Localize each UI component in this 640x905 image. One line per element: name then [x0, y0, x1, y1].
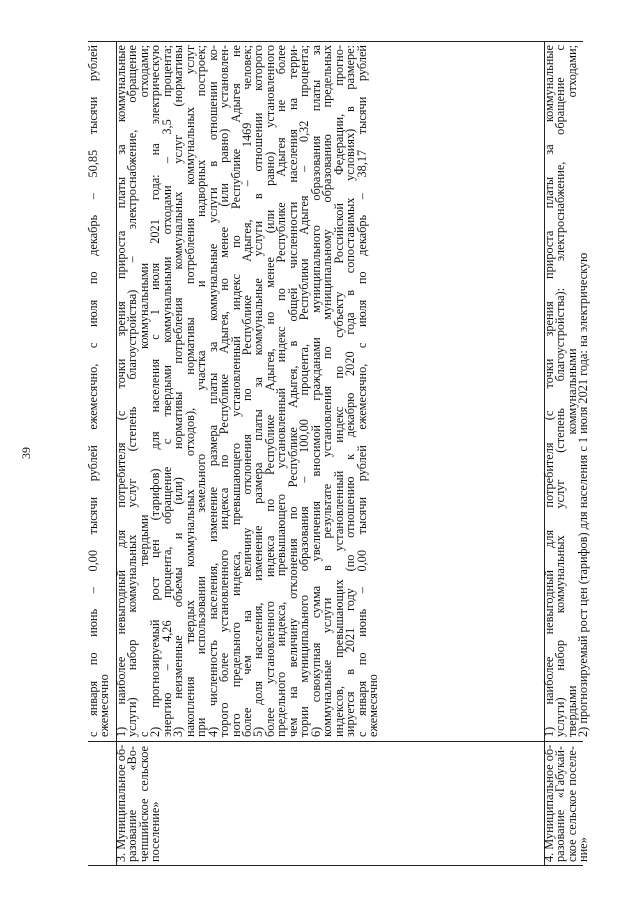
municipality-cell	[542, 741, 591, 866]
municipality-name-line: разование «Габукай-	[553, 746, 568, 862]
parameter-text-line: ежемесячно	[97, 674, 112, 737]
municipality-name-line: 4. Муниципальное об-	[542, 744, 556, 862]
municipality-name-line: ское сельское поселе-	[564, 746, 579, 862]
municipality-cell	[88, 741, 116, 866]
parameters-cell	[542, 41, 591, 741]
parameter-text-line: с января по июнь – 0,00 тысячи рублей ежемесячно, с июля по декабрь – 38,17 тысячи рублей	[354, 45, 369, 737]
parameter-text-line: услуги) набор коммунальных услуг (степень благоустройства): электроснабжение, обращение с	[553, 45, 568, 737]
municipality-name-line: поселение»	[148, 801, 163, 862]
parameter-text-line: 6) совокупная сумма увеличения вносимой гражданами муниципального образования платы за	[308, 45, 323, 737]
parameter-text-line: 3) неизменные объемы и (или) нормативы потребления коммунальных услуг (нормативы	[171, 45, 186, 737]
parameter-text-line: 2) прогнозируемый рост цен (тарифов) для населения с 1 июля 2021 года: на электрическую	[576, 252, 591, 737]
municipality-name-line: ние»	[576, 837, 591, 862]
parameter-text-line: 1) наиболее невыгодный для потребителя (с точки зрения прироста платы за коммунальные	[114, 45, 128, 737]
parameter-text-line: накопления твердых коммунальных отходов), нормативы потребления коммунальных услуг	[182, 45, 197, 737]
parameter-text-line: предельного индекса, превышающего установленный индекс по Республике Адыгея не более	[274, 45, 289, 737]
parameter-text-line: более установленного индекса по Республике Адыгея, но менее (или равно) установленного	[262, 45, 277, 737]
parameter-text-line: 4) численность населения, изменение размера платы за коммунальные услуги в отношении ко-	[205, 45, 220, 737]
parameters-cell	[116, 41, 544, 741]
municipality-name-line: разование «Во-	[125, 746, 140, 862]
table-row-continuation	[88, 41, 116, 866]
municipal-indices-table	[86, 41, 591, 866]
table-row-vochepshiyskoe	[116, 41, 544, 866]
parameter-text-line: 5) доля населения, изменение размера платы за коммунальные услуги в отношении которого	[251, 45, 266, 737]
parameter-text-line: 1) наиболее невыгодный для потребителя (с точки зрения прироста платы за коммунальные	[542, 45, 556, 737]
table-row-gabukayskoe	[542, 41, 591, 866]
parameter-text-line: торого более установленного индекса по Республике Адыгея, но менее (или равно) установлен-	[217, 45, 232, 737]
parameter-text-line: при использовании земельного участка и надворных построек;	[194, 45, 209, 737]
parameter-text-line: тории муниципального образования – 100,00 процента, Республики Адыгея – 0,32 процента;	[297, 45, 312, 737]
parameter-text-line: более чем на величину отклонения по Республике Адыгея, – 1469 человек;	[239, 45, 254, 737]
parameter-text-line: коммунальные услуги в результате установления по муниципальному образованию предельных	[320, 45, 335, 737]
municipality-name-line: 3. Муниципальное об-	[114, 744, 128, 862]
parameter-text-line: твердыми коммунальными отходами;	[564, 45, 579, 737]
parameter-text-line: индексов, превышающих установленный индекс по субъекту Российской Федерации, прогно-	[331, 45, 346, 737]
parameter-text-line: ного предельного индекса, превышающего установленный индекс по Республике Адыгея не	[228, 45, 243, 737]
municipality-name-line: чепшийское сельское	[136, 746, 151, 862]
parameter-text-line: с твердыми коммунальными отходами;	[136, 45, 151, 737]
parameter-text-line: 2) прогнозируемый рост цен (тарифов) для населения с 1 июля 2021 года: на электрическую	[148, 45, 163, 737]
parameter-text-line: услуги) набор коммунальных услуг (степень благоустройства) – электроснабжение, обращение	[125, 45, 140, 737]
parameter-text-line: ежемесячно	[365, 674, 380, 737]
parameters-cell	[88, 41, 116, 741]
parameter-text-line: зируется в 2021 году (по отношению к декабрю 2020 года в сопоставимых условиях) в размере:	[343, 45, 358, 737]
parameter-text-line: чем на величину отклонения по Республике Адыгея, в общей численности населения на терри-	[285, 45, 300, 737]
page-number: 39	[19, 447, 33, 459]
parameter-text-line: с января по июнь – 0,00 тысячи рублей ежемесячно, с июля по декабрь – 50,85 тысячи рублей	[86, 45, 100, 737]
municipality-cell	[116, 741, 544, 866]
parameter-text-line: энергию – 4,26 процента, обращение с твердыми коммунальными отходами – 3,5 процента;	[159, 45, 174, 737]
